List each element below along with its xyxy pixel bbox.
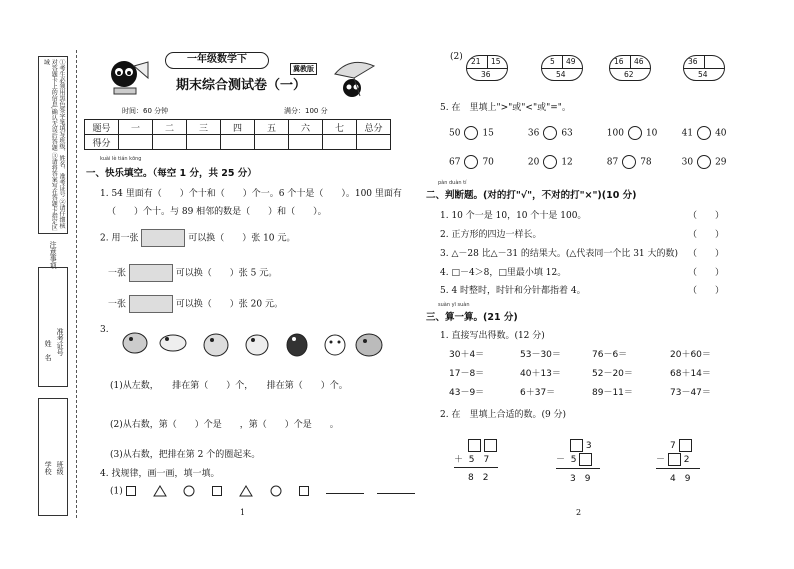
square-icon: [126, 486, 136, 496]
judge-answer[interactable]: （ ）: [688, 230, 725, 240]
compare-left: 67: [449, 157, 461, 168]
header-mascot-right: [330, 56, 380, 102]
compare-row-2: [449, 155, 742, 169]
calc-item: 89－11＝: [592, 388, 633, 398]
vertical-problem-1: [454, 439, 498, 483]
q3-sub3: (3)从右数，把排在第 2 个的圈起来。: [110, 450, 261, 460]
judge-answer[interactable]: （ ）: [688, 211, 725, 221]
calc-item: 52－20＝: [592, 369, 633, 379]
q2c-suffix: 可以换（ ）张 20 元。: [175, 299, 283, 310]
name-label: 姓 名: [44, 340, 53, 361]
compare-item: [607, 155, 679, 169]
number-split: [609, 55, 651, 81]
number-split: [541, 55, 583, 81]
answer-blank[interactable]: [326, 493, 364, 494]
page-title: 期末综合测试卷（一）: [176, 78, 307, 93]
calc-row-3: [449, 385, 711, 398]
name-id-box: [38, 267, 68, 387]
compare-circle[interactable]: [622, 155, 636, 169]
calc-item: 20＋60＝: [670, 350, 711, 360]
q1-line1: 1. 54 里面有（ ）个十和（ ）个一。6 个十是（ ）。100 里面有: [100, 189, 402, 199]
digit-box[interactable]: [570, 439, 583, 452]
q4-seq-label: (1): [110, 486, 123, 497]
compare-circle[interactable]: [464, 126, 478, 140]
calc-title: 1. 直接写出得数。(12 分): [440, 331, 545, 341]
banknote-100-icon: [129, 295, 173, 313]
score-input[interactable]: [357, 135, 391, 150]
split-b: 49: [566, 57, 576, 66]
compare-left: 100: [606, 128, 624, 139]
score-cell: 总分: [357, 120, 391, 135]
split-total: 62: [624, 70, 634, 79]
split-total: 54: [556, 70, 566, 79]
result: 8 2: [468, 473, 489, 483]
compare-right: 78: [640, 157, 652, 168]
split-a: 5: [550, 57, 555, 66]
calc-item: 43－9＝: [449, 388, 485, 398]
score-input[interactable]: [323, 135, 357, 150]
edition-badge: 冀教版: [290, 63, 317, 75]
q3-sub1: (1)从左数， 排在第（ ）个， 排在第（ ）个。: [110, 381, 348, 391]
operand: 5 7: [468, 455, 490, 465]
score-table-header: [85, 120, 391, 135]
time-limit: 时间：60 分钟: [122, 107, 169, 115]
operator: －: [656, 455, 666, 465]
score-cell: 四: [221, 120, 255, 135]
calc-item: 30＋4＝: [449, 350, 485, 360]
notice-box: ①考生必须用黑色签字笔填写班级、姓名、准考证号 ②请仔细核对答题卡上的信息,确认无误后答题 ③请将答案写在答题卡指定区域: [38, 56, 68, 234]
q2b-suffix: 可以换（ ）张 5 元。: [175, 268, 278, 279]
vertical-problem-2: [556, 439, 600, 484]
binding-line: [76, 50, 77, 518]
judge-answer[interactable]: （ ）: [688, 268, 725, 278]
score-input[interactable]: [119, 135, 153, 150]
fill-title: 2. 在 里填上合适的数。(9 分): [440, 410, 567, 420]
score-input[interactable]: [289, 135, 323, 150]
compare-circle[interactable]: [464, 155, 478, 169]
split-a: 16: [614, 57, 624, 66]
calc-item: 76－6＝: [592, 350, 628, 360]
id-label: 准考证号: [56, 328, 65, 356]
compare-right: 63: [561, 128, 573, 139]
calc-item: 6＋37＝: [520, 388, 556, 398]
calc-row-1: [449, 347, 711, 360]
score-cell: 二: [153, 120, 187, 135]
compare-left: 36: [527, 128, 540, 139]
score-cell: 六: [289, 120, 323, 135]
compare-left: 20: [527, 157, 540, 168]
triangle-icon: [153, 485, 167, 497]
score-cell: 七: [323, 120, 357, 135]
notice-title: 注意事项: [49, 241, 58, 269]
compare-left: 30: [681, 157, 694, 168]
judge-item: 1. 10 个一是 10，10 个十是 100。: [440, 211, 587, 221]
q2-row: [100, 229, 295, 247]
compare-right: 40: [715, 128, 727, 139]
banknote-10-icon: [129, 264, 173, 282]
calc-item: 68＋14＝: [670, 369, 711, 379]
operand: 5: [570, 455, 577, 465]
banknote-100-icon: [141, 229, 185, 247]
compare-circle[interactable]: [697, 126, 711, 140]
score-table: [84, 119, 391, 150]
compare-right: 12: [561, 157, 573, 168]
q1-line2: （ ）个十。与 89 相邻的数是（ ）和（ ）。: [107, 207, 327, 217]
q2-suffix: 可以换（ ）张 10 元。: [188, 233, 296, 244]
compare-item: [528, 155, 604, 169]
compare-circle[interactable]: [543, 155, 557, 169]
compare-item: [682, 126, 742, 140]
score-cell: 题号: [85, 120, 119, 135]
header-mascot-left: [104, 50, 154, 98]
square-icon: [212, 486, 222, 496]
compare-left: 41: [681, 128, 694, 139]
split-total: 36: [481, 70, 491, 79]
operand: 2: [683, 455, 690, 465]
q2-prefix: 2. 用一张: [100, 233, 139, 244]
q5-title: 5. 在 里填上">"或"<"或"="。: [440, 103, 571, 113]
split-label: (2): [450, 52, 463, 62]
result: 4 9: [670, 474, 691, 484]
circle-icon: [270, 485, 282, 497]
compare-right: 29: [715, 157, 727, 168]
compare-right: 15: [482, 128, 494, 139]
digit-box[interactable]: [484, 439, 497, 452]
section1-title: 一、快乐填空。（每空 1 分，共 25 分）: [86, 168, 257, 179]
operand-top: 7: [670, 441, 676, 451]
section2-pinyin: pàn duàn tí: [438, 180, 467, 186]
compare-left: 50: [449, 128, 461, 139]
split-total: 54: [698, 70, 708, 79]
score-cell: 五: [255, 120, 289, 135]
animal-row-icon: [111, 325, 383, 359]
q2c-row: [108, 295, 283, 313]
calc-item: 40＋13＝: [520, 369, 561, 379]
grade-banner: 一年级数学下: [165, 52, 269, 69]
page-number-left: 1: [240, 508, 246, 517]
circle-icon: [183, 485, 195, 497]
operand-top: 3: [585, 441, 592, 451]
number-split: [683, 55, 725, 81]
compare-circle[interactable]: [697, 155, 711, 169]
digit-box[interactable]: [668, 453, 681, 466]
q4-sequence: [110, 485, 415, 497]
score-input[interactable]: [153, 135, 187, 150]
judge-item: 5. 4 时整时，时针和分针都指着 4。: [440, 286, 586, 296]
page-number-right: 2: [576, 508, 582, 517]
school-label: 学校: [44, 461, 53, 475]
calc-item: 73－47＝: [670, 388, 711, 398]
underline: [454, 467, 498, 468]
compare-row-1: [449, 126, 742, 140]
digit-box[interactable]: [679, 439, 692, 452]
score-input[interactable]: [255, 135, 289, 150]
school-class-box: [38, 398, 68, 516]
section3-title: 三、算一算。(21 分): [426, 312, 518, 323]
section1-pinyin: kuài lè tián kōng: [100, 156, 142, 162]
q3-sub2: (2)从右数，第（ ）个是 ，第（ ）个是 。: [110, 420, 339, 430]
vertical-problem-3: [656, 439, 700, 484]
operator: －: [556, 455, 566, 465]
score-input[interactable]: [187, 135, 221, 150]
section3-pinyin: suàn yī suàn: [438, 302, 470, 308]
result: 3 9: [570, 474, 591, 484]
compare-item: [607, 126, 679, 140]
q4-title: 4. 找规律，画一画，填一填。: [100, 469, 220, 479]
digit-box[interactable]: [579, 453, 592, 466]
judge-item: 3. △－28 比△－31 的结果大。(△代表同一个比 31 大的数): [440, 249, 679, 259]
score-input[interactable]: [221, 135, 255, 150]
triangle-icon: [239, 485, 253, 497]
underline: [556, 468, 600, 469]
split-b: 15: [491, 57, 501, 66]
score-cell: 三: [187, 120, 221, 135]
underline: [656, 468, 700, 469]
digit-box[interactable]: [468, 439, 481, 452]
q2b-prefix: 一张: [108, 268, 127, 279]
calc-item: 53－30＝: [520, 350, 561, 360]
split-b: 46: [634, 57, 644, 66]
compare-left: 87: [606, 157, 619, 168]
calc-row-2: [449, 366, 711, 379]
operator: ＋: [454, 455, 464, 465]
umbrella-mascot-icon: [330, 56, 380, 102]
split-a: 36: [688, 57, 698, 66]
compare-item: [449, 126, 525, 140]
answer-blank[interactable]: [377, 493, 415, 494]
score-row-label: 得分: [85, 135, 119, 150]
mascot-icon: [104, 50, 154, 98]
compare-circle[interactable]: [628, 126, 642, 140]
compare-right: 10: [645, 128, 658, 139]
compare-circle[interactable]: [543, 126, 557, 140]
section2-title: 二、判断题。(对的打"√"，不对的打"×")(10 分): [426, 190, 637, 201]
judge-item: 2. 正方形的四边一样长。: [440, 230, 542, 240]
score-table-row: [85, 135, 391, 150]
score-cell: 一: [119, 120, 153, 135]
split-a: 21: [471, 57, 481, 66]
number-split: [466, 55, 508, 81]
q2b-row: [108, 264, 277, 282]
q3-label: 3.: [100, 325, 109, 335]
full-score: 满分：100 分: [284, 107, 328, 115]
judge-answer[interactable]: （ ）: [688, 286, 725, 296]
judge-answer[interactable]: （ ）: [688, 249, 725, 259]
q3-animals: [100, 325, 383, 359]
compare-item: [528, 126, 604, 140]
binding-sidebar: [38, 56, 70, 516]
compare-item: [682, 155, 742, 169]
square-icon: [299, 486, 309, 496]
q2c-prefix: 一张: [108, 299, 127, 310]
calc-item: 17－8＝: [449, 369, 485, 379]
compare-right: 70: [482, 157, 494, 168]
judge-item: 4. □－4＞8，□里最小填 12。: [440, 268, 567, 278]
compare-item: [449, 155, 525, 169]
class-label: 班级: [56, 461, 65, 475]
